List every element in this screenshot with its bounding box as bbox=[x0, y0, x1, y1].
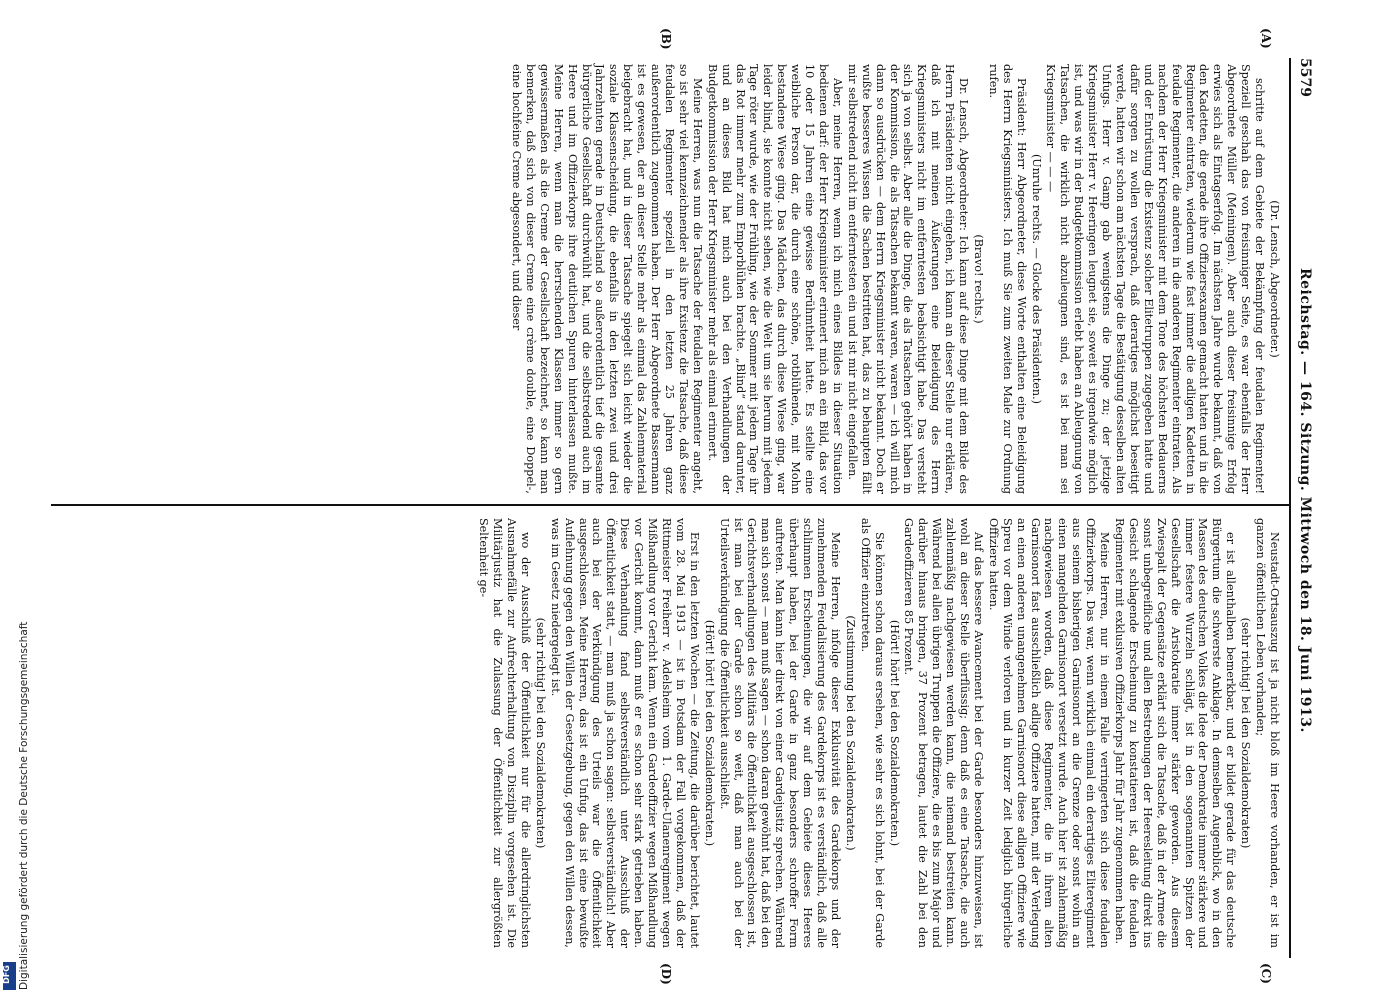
margin-mark-c: (C) bbox=[1259, 963, 1273, 984]
right-column bbox=[475, 518, 1281, 948]
paragraph: schritte auf dem Gebiete der Bekämpfung der feudalen Regimenter! Speziell geschah das von freisinniger Seite, es war ebenfalls der Herr Abgeordnete Müller (Meiningen). Aber auch dieser freisinnige Erfolg erwies sich als Eintagserfolg. Im nächsten Jahre wurde bekannt, daß von den Kadetten, die gerade ihre Offiziersexamen gemacht hatten und in die Regimenter eintraten, wiederum wie fast immer die adligen Kadetten in feudale Regimenter, die anderen in die anderen Regimenter eintraten. Als nachdem der Herr Kriegsminister mit dem Tone des höchsten Bedauerns und der Entrüstung die Existenz solcher Elitetruppen zugegeben hatte und dafür sorgen zu wollen versprach, daß derartiges möglichst beseitigt werde, hatten wir schon am nächsten Tage die Bestätigung desselben alten Unfugs. Herr v. Gamp gab wenigstens die Dinge zu; der jetzige Kriegsminister Herr v. Heeringen leugnet sie, soweit es irgendwie möglich ist, und was wir in der Budgetkommission erlebt haben an Ableugnung von Tatsachen, die wirklich nicht abzuleugnen sind, es ist bei man sei Kriegsminister — — — bbox=[1044, 64, 1267, 494]
paragraph: (Unruhe rechts. — Glocke des Präsidenten.) bbox=[1029, 153, 1043, 405]
page-number: 5579 bbox=[1297, 58, 1313, 97]
paragraph: Aber, meine Herren, wenn ich mich eines Bildes in dieser Situation bedienen darf: der Herr Kriegsminister erinnert mich an ein Bild, das vor 10 oder 15 Jahren eine gewisse Berühmtheit hatte. Es stellte eine weibliche Person dar, die durch eine schöne, rotblühende, mit Mohn bestandene Wiese ging. Das Mädchen, das durch diese Wiese ging, war leider blind, sie konnte nicht sehen, wie die Welt um sie herum mit jedem Tage röter wurde, wie der Frühling, wie der Sommer mit jedem Tage ihr das Rot immer mehr zum Emporblühen brachte. „Blind“ stand darunter, und an dieses Bild hat mich auch bei den Verhandlungen der Budgetkommission der Herr Kriegsminister mehr als einmal erinnert. bbox=[705, 64, 844, 494]
footer bbox=[0, 0, 30, 1000]
paragraph: Neustadt-Ortsauszug ist ja nicht bloß im Heere vorhanden, er ist im ganzen öffentlichen Leben vorhanden; bbox=[1254, 518, 1281, 948]
dfg-logo bbox=[3, 962, 16, 990]
paragraph: (sehr richtig! bei den Sozialdemokraten) bbox=[533, 617, 547, 849]
funding-note: Digitalisierung gefördert durch die Deutsche Forschungsgemeinschaft bbox=[18, 621, 30, 990]
paragraph: Erst in den letzten Wochen — die Zeitung, die darüber berichtet, lautet vom 28. Mai 1913 — ist in Potsdam der Fall vorgekommen, daß der Rittmeister Freiherr v. Adelsheim vom 1. Garde-Ulanenregiment wegen Mißhandlung vor Gericht kam. Wenn ein Gardeoffizier wegen Mißhandlung vor Gericht kommt, dann muß er es schon sehr stark getrieben haben. Diese Verhandlung fand selbstverständlich unter Ausschluß der Öffentlichkeit statt, — man muß ja schon sagen: selbstverständlich! Aber auch bei der Verkündigung des Urteils war die Öffentlichkeit ausgeschlossen. Meine Herren, das ist ein Unfug, das ist eine bewußte Auflehnung gegen den Willen der Gesetzgebung, gegen den Willen dessen, was im Gesetz niedergelegt ist. bbox=[548, 518, 701, 948]
paragraph: Meine Herren, was nun die Tatsache der feudalen Regimenter angeht, so ist sehr viel kennzeichnender als ihre Existenz die Tatsache, daß diese feudalen Regimenter speziell in den letzten 25 Jahren ganz außerordentlich zugenommen haben. Der Herr Abgeordnete Bassermann ist es gewesen, der an dieser Stelle mehr als einmal das Zahlenmaterial beigebracht hat, und in dieser Tatsache spiegelt sich leicht wieder die soziale Klassenscheidung, die ebenfalls in den letzten zwei und drei Jahrzehnten gerade in Deutschland so außerordentlich tief die gesamte bürgerliche Gesellschaft durchwühlt hat, und die selbstredend auch im Heere und im Offizierkorps ihre deutlichen Spuren hinterlassen mußte. Meine Herren, wenn man die herrschenden Klassen immer so gern gewissermaßen als die Creme der Gesellschaft bezeichnet, so kann man bemerken, daß sich von dieser Creme eine crème double, eine Doppel-, eine hochfeine Creme abgesondert, und dieser bbox=[510, 64, 704, 494]
paragraph: Dr. Lensch, Abgeordneter: Ich kann auf diese Dinge mit dem Bilde des Herrn Präsidenten nicht eingehen, ich kann an dieser Stelle nur erklären, daß ich mit meinen Äußerungen eine Beleidigung des Herrn Kriegsministers nicht im entferntesten beabsichtigt habe. Das versteht sich ja von selbst. Aber alle die Dinge, die als Tatsachen gehört haben in der Kommission, die als Tatsachen bekannt waren, waren — ich will mich dann so ausdrücken — dem Herrn Kriegsminister nicht bekannt. Doch er wußte besseres Wissen die Sachen bestritten hat, das zu behaupten fällt mir selbstredend nicht im entferntesten ein und ist mir nicht eingefallen. bbox=[845, 64, 971, 494]
page-header bbox=[1291, 58, 1313, 958]
paragraph: Sie können schon daraus ersehen, wie sehr es sich lohnt, bei der Garde als Offizier einzutreten. bbox=[858, 518, 886, 948]
paragraph: (Hört! hört! bei den Sozialdemokraten.) bbox=[702, 619, 716, 847]
margin-mark-a: (A) bbox=[1259, 28, 1273, 49]
dfg-logo-text: DFG bbox=[1, 965, 11, 984]
paragraph: Meine Herren, nur in einem Falle verringerten sich diese feudalen Offizierkorps. Das war, wenn wirklich einmal ein derartiges Eliteregiment aus seinem bisherigen Garnisonort an die Grenze oder sonst wohin an einen mangelnden Garnisonort versetzt wurde. Auch hier ist zahlenmäßig nachgewiesen worden, daß diese Regimenter, die in ihrem alten Garnisonort fast ausschließlich adlige Offiziere hatten, mit der Verlegung an einen anderen unangenehmen Garnisonort diese adligen Offiziere wie Spreu vor dem Winde verloren und in kurzer Zeit lediglich bürgerliche Offiziere hatten. bbox=[986, 518, 1112, 948]
paragraph: (Hört! hört! bei den Sozialdemokraten.) bbox=[887, 619, 901, 847]
header-rule bbox=[1289, 58, 1291, 958]
paragraph: Auf das bessere Avancement bei der Garde besonders hinzuweisen, ist wohl an dieser Stelle überflüssig; denn daß es eine Tatsache, die auch zahlenmäßig nachgewiesen werden kann, die niemand bestreiten kann. Während bei allen übrigen Truppen die Offiziere, die es bis zum Major und darüber hinaus bringen, 37 Prozent betragen, lautet die Zahl bei den Gardeoffizieren 85 Prozent. bbox=[902, 518, 985, 948]
page-content bbox=[43, 28, 1313, 985]
paragraph: (Dr. Lensch, Abgeordneter.) bbox=[1268, 200, 1281, 358]
paragraph: (Bravo! rechts.) bbox=[971, 234, 985, 324]
margin-mark-b: (B) bbox=[659, 28, 673, 50]
paragraph: wo der Ausschluß der Öffentlichkeit nur für die allerdringlichsten Ausnahmefälle zur Aufrechterhaltung von Disziplin vorgesehen ist. Die Militärjustiz hat die Zulassung der Öffentlichkeit zur allergrößten Seltenheit ge- bbox=[477, 518, 532, 948]
margin-mark-d: (D) bbox=[659, 963, 673, 985]
running-title: Reichstag. — 164. Sitzung. Mittwoch den 18. Juni 1913. bbox=[1297, 268, 1313, 733]
column-divider bbox=[51, 504, 1291, 506]
paragraph: er ist allenthalben bemerkbar, und er bildet gerade für das deutsche Bürgertum die schwerste Anklage. In demselben Augenblick, wo in den Massen des deutschen Volkes die Idee der Demokratie immer stärkere und immer festere Wurzeln schlägt, ist in den sogenannten Spitzen der Gesellschaft die Aristokratie immer stärker geworden. Aus diesem Zwiespalt der Gegensätze erklärt sich die Tatsache, daß in der Armee die sonst unbegreifliche und allen Bestrebungen der Heeresleitung direkt ins Gesicht schlagende Erscheinung zu konstatieren ist, daß die feudalen Regimenter mit exklusiven Offizierkorps Jahr für Jahr zugenommen haben. bbox=[1113, 518, 1238, 948]
paragraph: (sehr richtig! bei den Sozialdemokraten) bbox=[1239, 617, 1253, 849]
paragraph: (Zustimmung bei den Sozialdemokraten.) bbox=[843, 615, 857, 851]
paragraph: Meine Herren, infolge dieser Exklusivität des Gardekorps und der zunehmenden Feudalisierung des Gardekorps ist es verständlich, daß alle schlimmen Erscheinungen, die wir auf dem Gebiete dieses Heeres überhaupt haben, bei der Garde in ganz besonders schroffer Form auftreten. Man kann hier direkt von einer Gardejustiz sprechen. Während man sich sonst — man muß sagen — schon daran gewöhnt hat, daß bei den Gerichtsverhandlungen des Militärs die Öffentlichkeit ausgeschlossen ist, ist man bei der Garde schon so weit, daß man auch bei der Urteilsverkündigung die Öffentlichkeit ausschließt. bbox=[717, 518, 842, 948]
paragraph: Präsident: Herr Abgeordneter, diese Worte enthalten eine Beleidigung des Herrn Kriegsministers. Ich muß Sie zum zweiten Male zur Ordnung rufen. bbox=[986, 64, 1028, 494]
left-column bbox=[508, 64, 1281, 494]
